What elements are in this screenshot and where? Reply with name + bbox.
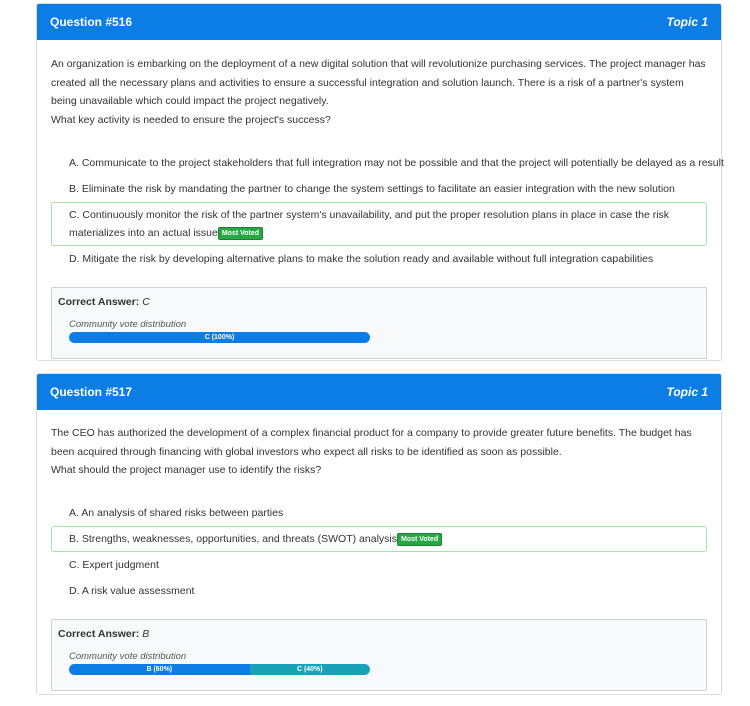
question-topic: Topic 1 [666, 15, 708, 29]
question-title[interactable]: Question #517 [50, 385, 133, 399]
question-stem [51, 424, 707, 480]
choice-list [51, 500, 707, 604]
answer-box [51, 287, 707, 359]
choice-a[interactable] [51, 500, 707, 526]
choice-d[interactable] [51, 578, 707, 604]
correct-answer [58, 296, 700, 308]
choice-text: D. Mitigate the risk by developing alternative plans to make the solution ready and available without full integration capabilities [69, 253, 654, 265]
question-topic: Topic 1 [666, 385, 708, 399]
stem-paragraph: An organization is embarking on the deployment of a new digital solution that will revolutionize purchasing services. The project manager has created all the necessary plans and activities to ensure a successful integration and solution launch. There is a risk of a partner's system being unavailable which could impact the project negatively. [51, 58, 706, 107]
choice-text: A. Communicate to the project stakeholders that full integration may not be possible and that the project will potentially be delayed as a result [69, 157, 724, 169]
correct-answer-value: C [142, 296, 150, 308]
vote-distribution-bar [69, 332, 370, 343]
choice-a[interactable] [51, 150, 724, 176]
correct-answer-label: Correct Answer: [58, 627, 140, 640]
vote-distribution-label: Community vote distribution [69, 319, 187, 330]
most-voted-badge: Most Voted [218, 227, 263, 240]
choice-text: C. Continuously monitor the risk of the partner system's unavailability, and put the proper resolution plans in place in case the risk materializes into an actual issue [69, 209, 670, 239]
choice-text: A. An analysis of shared risks between parties [69, 506, 284, 519]
vote-segment: C (40%) [250, 664, 370, 675]
correct-answer-value: B [142, 627, 150, 640]
answer-box [51, 619, 707, 691]
choice-d[interactable] [51, 246, 707, 272]
vote-distribution-bar [69, 664, 370, 675]
question-header [37, 374, 721, 410]
stem-question: What should the project manager use to identify the risks? [51, 464, 322, 476]
correct-answer-label: Correct Answer: [58, 296, 140, 308]
choice-b[interactable] [51, 526, 707, 552]
choice-b[interactable] [51, 176, 707, 202]
correct-answer [58, 628, 700, 640]
vote-segment: B (60%) [69, 664, 250, 675]
question-body [37, 55, 724, 359]
vote-distribution-label: Community vote distribution [69, 650, 187, 662]
question-card [36, 373, 722, 695]
stem-question: What key activity is needed to ensure the project's success? [51, 113, 331, 126]
choice-c[interactable] [51, 202, 707, 246]
choice-text: D. A risk value assessment [69, 584, 195, 597]
choice-list [51, 150, 724, 272]
choice-text: B. Strengths, weaknesses, opportunities, and threats (SWOT) analysis [69, 532, 397, 545]
vote-segment: C (100%) [69, 332, 370, 343]
choice-text: B. Eliminate the risk by mandating the partner to change the system settings to facilitate an easier integration with the new solution [69, 183, 675, 195]
question-title[interactable]: Question #516 [50, 15, 133, 29]
choice-text: C. Expert judgment [69, 558, 159, 571]
choice-c[interactable] [51, 552, 707, 578]
most-voted-badge: Most Voted [397, 533, 442, 546]
stem-paragraph: The CEO has authorized the development of a complex financial product for a company to provide greater future benefits. The budget has been acquired through financing with global investors who expect all risks to be identified as soon as possible. [51, 427, 692, 458]
question-stem [51, 55, 707, 129]
question-card [36, 3, 722, 361]
question-body [37, 424, 721, 691]
question-header [37, 4, 721, 40]
